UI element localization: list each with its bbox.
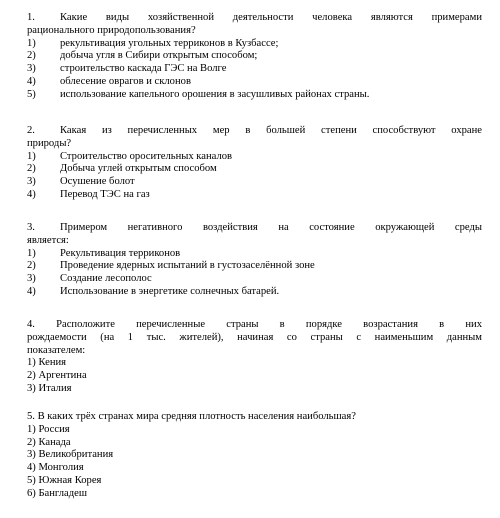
option-number: 4) [27, 188, 36, 200]
question-4-text-line-1: 4. Расположите перечисленные страны в порядке возрастания в них [27, 319, 482, 330]
option-text: Проведение ядерных испытаний в густозаселённой зоне [60, 260, 315, 272]
question-5-option-6: 6) Бангладеш [27, 487, 87, 499]
question-1-line-1 [27, 12, 482, 25]
option-number: 3) [27, 63, 36, 75]
question-5-option-5: 5) Южная Корея [27, 474, 102, 486]
option-number: 1) [27, 37, 36, 49]
option-number: 3) [27, 176, 36, 188]
question-4-option-3: 3) Италия [27, 382, 72, 394]
option-text: Рекультивация терриконов [60, 247, 181, 259]
question-3-option-4 [27, 286, 482, 299]
question-2 [27, 125, 482, 202]
question-1-option-4 [27, 76, 482, 89]
question-5-option-3: 3) Великобритания [27, 449, 114, 461]
question-1-option-2 [27, 50, 482, 63]
question-3-option-2 [27, 260, 482, 273]
option-number: 2) [27, 260, 36, 272]
option-text: Создание лесополос [60, 273, 152, 285]
option-number: 4) [27, 285, 36, 297]
option-number: 4) [27, 75, 36, 87]
question-3-number: 3. [27, 222, 35, 233]
option-number: 1) [27, 150, 36, 162]
question-5-text-line-1: 5. В каких трёх странах мира средняя плотность населения наибольшая? [27, 411, 356, 422]
question-4-option-1: 1) Кения [27, 357, 67, 369]
question-3-text-line-2: является: [27, 234, 69, 246]
question-3-option-1 [27, 248, 482, 261]
option-text: Перевод ТЭС на газ [60, 188, 150, 200]
option-number: 5) [27, 88, 36, 100]
question-1-option-3 [27, 63, 482, 76]
option-text: строительство каскада ГЭС на Волге [60, 63, 227, 75]
question-4-text-line-2: рождаемости (на 1 тыс. жителей), начиная со страны с наименьшим данным [27, 331, 482, 343]
question-1-text-line-1: Какие виды хозяйственной деятельности человека являются примерами [60, 12, 482, 23]
question-4 [27, 319, 482, 396]
question-2-option-4 [27, 189, 482, 202]
question-3-option-3 [27, 273, 482, 286]
question-1-option-1 [27, 38, 482, 51]
question-2-option-1 [27, 151, 482, 164]
option-text: Строительство оросительных каналов [60, 150, 233, 162]
option-number: 2) [27, 163, 36, 175]
option-number: 3) [27, 273, 36, 285]
question-3 [27, 222, 482, 299]
question-2-option-2 [27, 163, 482, 176]
question-3-text-line-1: Примером негативного воздействия на состояние окружающей среды [60, 222, 482, 233]
question-2-line-1 [27, 125, 482, 138]
question-3-line-1 [27, 222, 482, 235]
question-1-number: 1. [27, 12, 35, 23]
option-number: 1) [27, 247, 36, 259]
option-number: 2) [27, 50, 36, 62]
option-text: Использование в энергетике солнечных батарей. [60, 285, 280, 297]
question-2-option-3 [27, 176, 482, 189]
option-text: использование капельного орошения в засушливых районах страны. [60, 88, 370, 100]
question-2-number: 2. [27, 125, 35, 136]
question-4-option-2: 2) Аргентина [27, 370, 87, 382]
option-text: Добыча углей открытым способом [60, 163, 217, 175]
question-5-option-2: 2) Канада [27, 436, 71, 448]
question-5-option-1: 1) Россия [27, 423, 70, 435]
option-text: рекультивация угольных терриконов в Кузбассе; [60, 37, 279, 49]
option-text: Осушение болот [60, 176, 135, 188]
question-2-text-line-2: природы? [27, 137, 72, 149]
question-1-option-5 [27, 89, 482, 102]
question-1 [27, 12, 482, 102]
option-text: добыча угля в Сибири открытым способом; [60, 50, 258, 62]
question-4-text-line-3: показателем: [27, 344, 86, 356]
option-text: облесение оврагов и склонов [60, 75, 191, 87]
question-5-option-4: 4) Монголия [27, 462, 84, 474]
question-2-text-line-1: Какая из перечисленных мер в большей степени способствуют охране [60, 125, 482, 136]
question-5 [27, 411, 482, 501]
question-1-text-line-2: рационального природопользования? [27, 24, 196, 36]
